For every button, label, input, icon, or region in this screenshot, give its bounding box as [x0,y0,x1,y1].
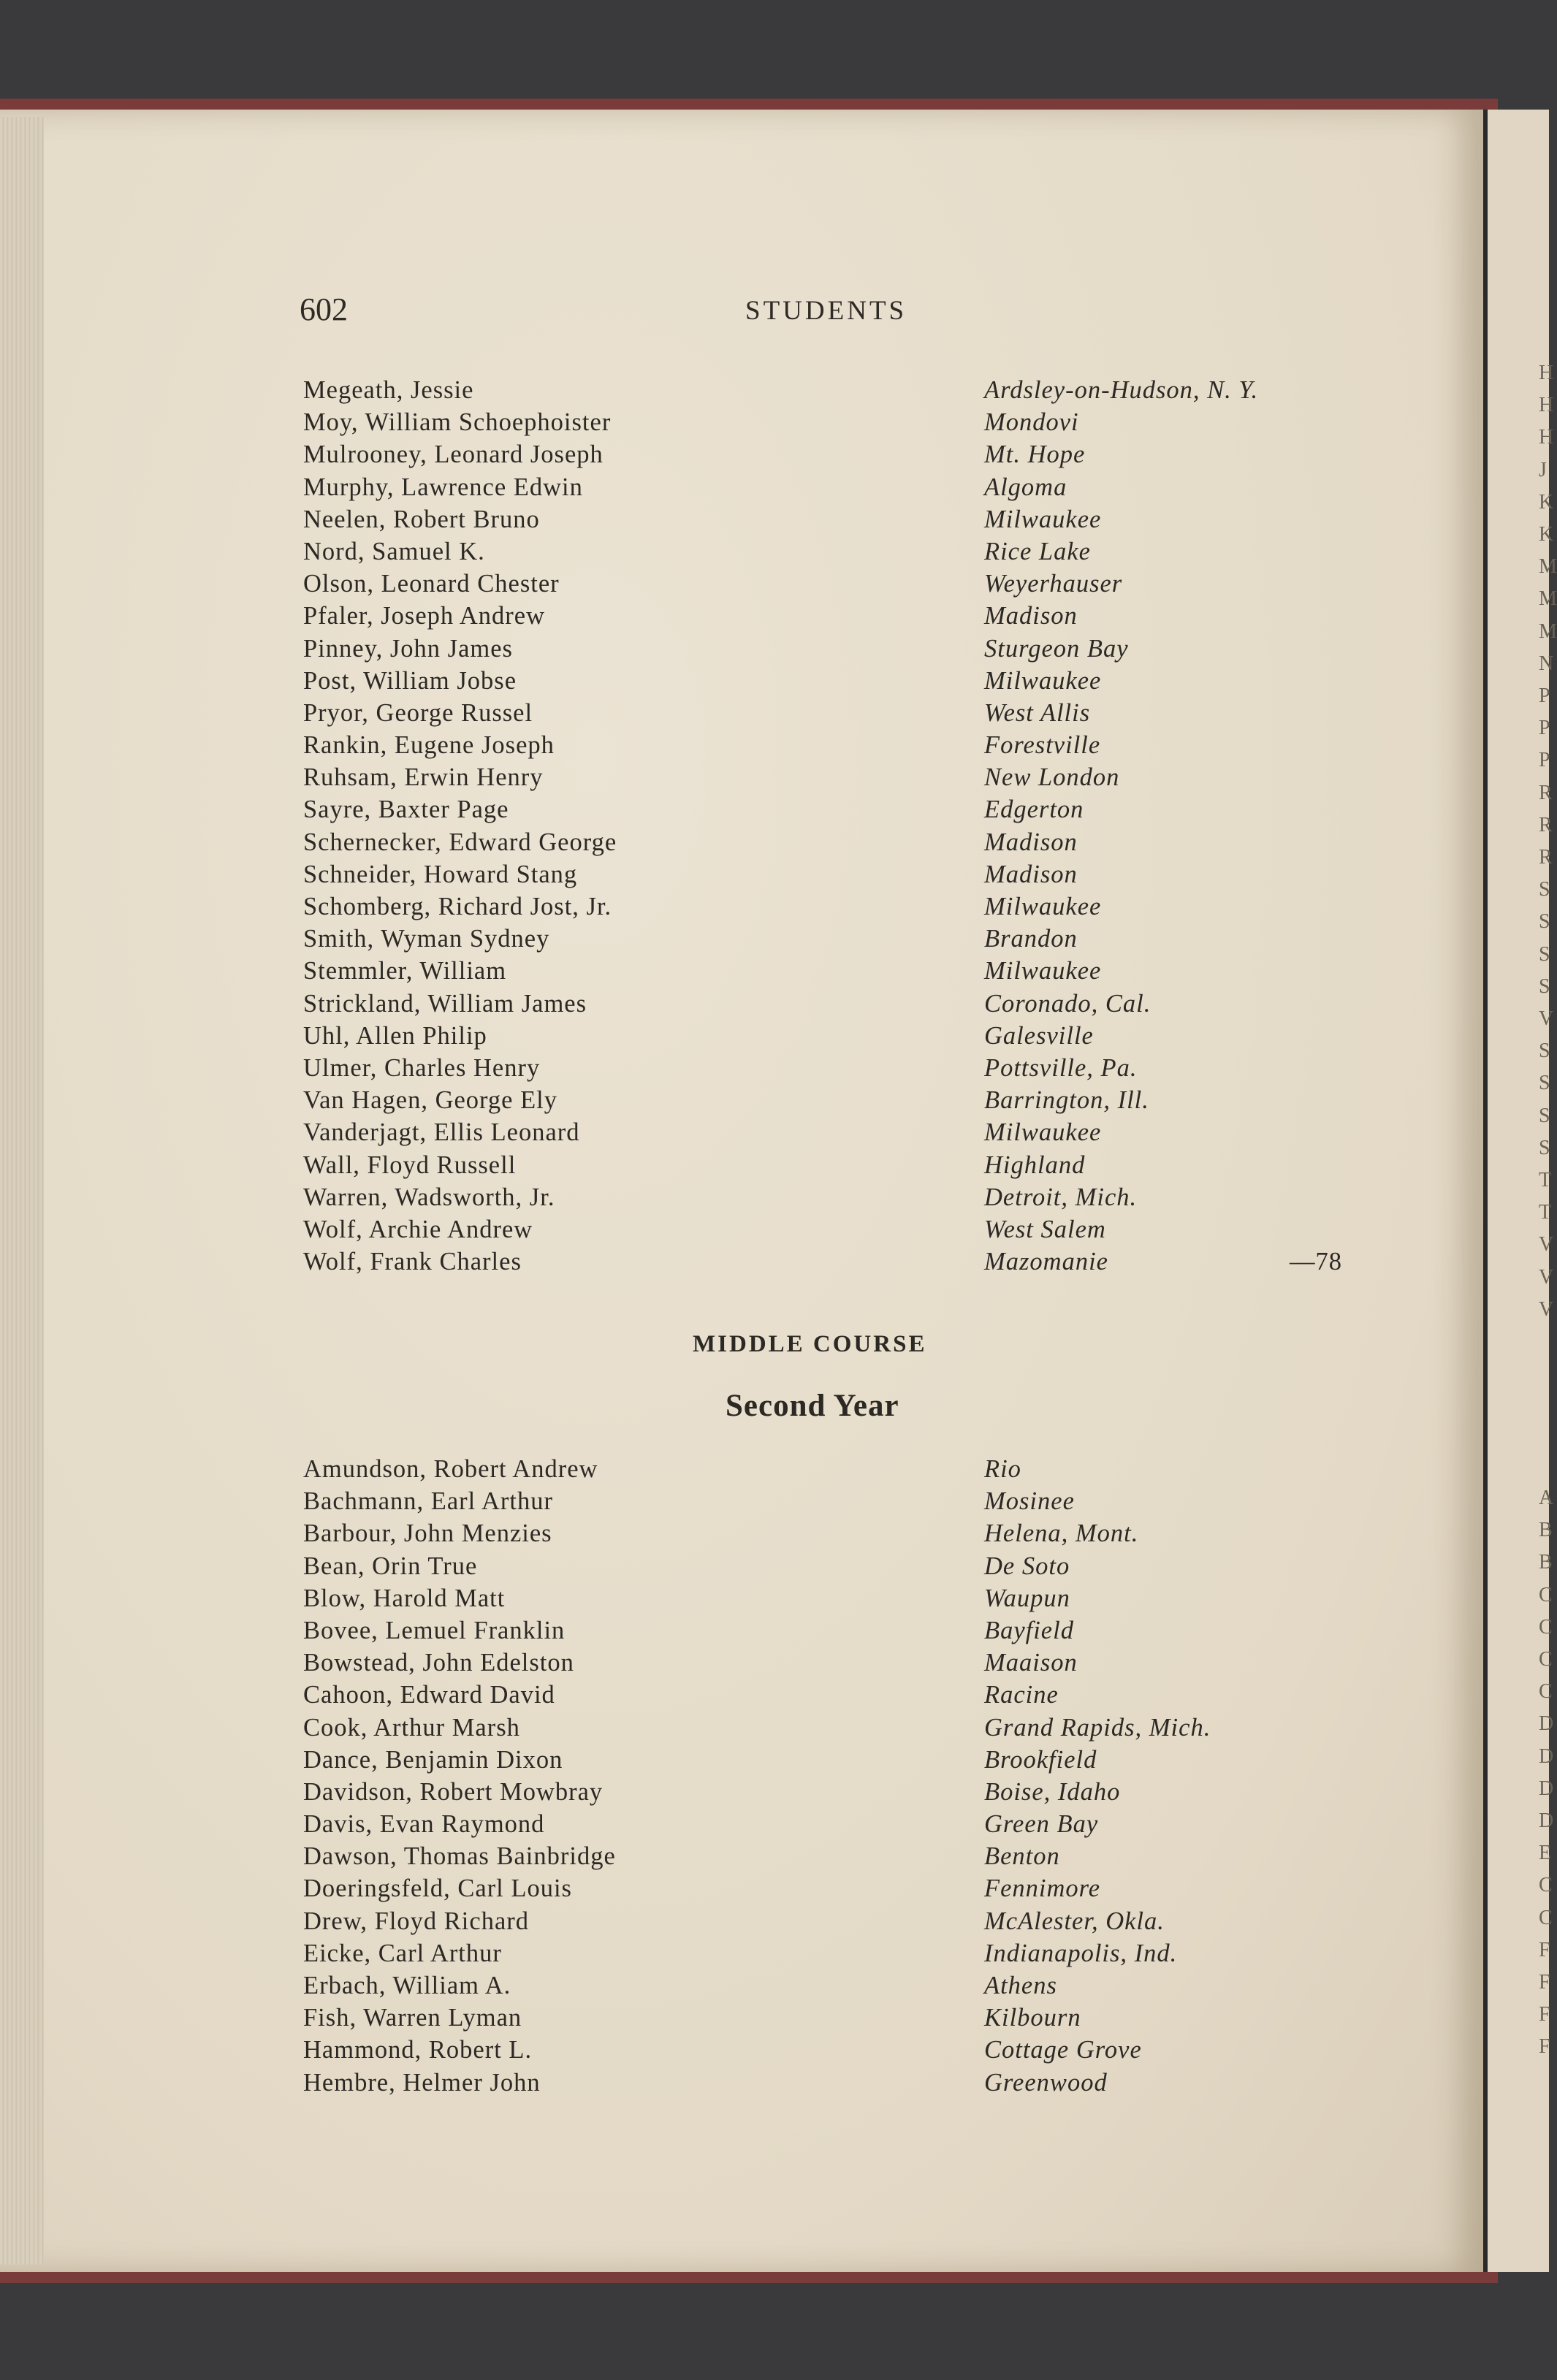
student-hometown: Benton [984,1842,1060,1871]
adjacent-page-letter: H [1539,394,1554,417]
student-name: Schneider, Howard Stang [303,860,578,888]
student-row [303,538,1385,570]
adjacent-page-letter: F [1539,1971,1550,1994]
student-row [303,1714,1385,1746]
student-name: Mulrooney, Leonard Joseph [303,440,604,469]
student-name: Megeath, Jessie [303,376,474,404]
student-name: Erbach, William A. [303,1972,511,1999]
adjacent-page-letter: S [1539,1072,1550,1095]
adjacent-page-letter: P [1539,749,1550,772]
student-hometown: Racine [984,1681,1059,1709]
adjacent-page-letter: H [1539,362,1554,384]
student-name: Schomberg, Richard Jost, Jr. [303,893,612,920]
student-name: Warren, Wadsworth, Jr. [303,1183,555,1211]
adjacent-page-letter: K [1539,490,1554,514]
student-name: Schernecker, Edward George [303,828,617,856]
student-row [303,376,1385,408]
adjacent-page-letter: R [1539,781,1553,804]
student-hometown: Barrington, Ill. [984,1086,1149,1115]
student-name: Blow, Harold Matt [303,1584,506,1612]
student-name: Pinney, John James [303,634,513,663]
adjacent-page-letter: B [1539,1551,1553,1574]
student-name: Murphy, Lawrence Edwin [303,473,583,501]
student-hometown: Madison [984,602,1078,630]
adjacent-page-letter: J [1539,458,1547,481]
student-row [303,1810,1385,1842]
adjacent-page-sliver [1483,110,1557,2272]
student-name: Moy, William Schoephoister [303,408,612,437]
student-name: Sayre, Baxter Page [303,796,509,824]
student-name: Davidson, Robert Mowbray [303,1777,604,1806]
student-hometown: Pottsville, Pa. [984,1053,1138,1082]
adjacent-page-letter: H [1539,426,1554,449]
student-row [303,893,1385,925]
page-stack-edge [0,117,44,2265]
student-hometown: Madison [984,828,1078,856]
adjacent-page-letter: C [1539,1874,1553,1897]
adjacent-page-letter: R [1539,813,1553,836]
student-row [303,1972,1385,2004]
student-row [303,1584,1385,1617]
student-name: Ulmer, Charles Henry [303,1053,541,1082]
adjacent-page-letter: S [1539,878,1550,901]
student-name: Bowstead, John Edelston [303,1649,574,1677]
student-name: Bachmann, Earl Arthur [303,1487,553,1516]
student-name: Stemmler, William [303,957,507,985]
student-row [303,473,1385,506]
student-hometown: McAlester, Okla. [984,1907,1165,1935]
student-name: Dance, Benjamin Dixon [303,1745,563,1774]
adjacent-page-letter: P [1539,684,1550,707]
adjacent-page-letter: E [1539,1842,1552,1865]
adjacent-page-letter: B [1539,1519,1553,1542]
student-name: Vanderjagt, Ellis Leonard [303,1118,580,1147]
student-row [303,1617,1385,1649]
student-hometown: Milwaukee [984,666,1102,695]
student-hometown: Milwaukee [984,957,1102,985]
student-name: Eicke, Carl Arthur [303,1939,502,1967]
student-row [303,1151,1385,1183]
student-hometown: Cottage Grove [984,2036,1142,2064]
student-hometown: Sturgeon Bay [984,634,1129,663]
class-total: —78 [1290,1248,1342,1276]
student-row [303,506,1385,538]
student-row [303,1649,1385,1681]
student-hometown: Mazomanie [984,1248,1108,1276]
adjacent-page-letter: M [1539,619,1557,643]
student-row [303,440,1385,473]
student-hometown: Mt. Hope [984,440,1086,469]
adjacent-page-letter: D [1539,1712,1554,1736]
student-name: Strickland, William James [303,989,587,1018]
student-hometown: Grand Rapids, Mich. [984,1713,1211,1742]
student-hometown: Mosinee [984,1487,1075,1516]
student-name: Nord, Samuel K. [303,537,485,565]
student-name: Uhl, Allen Philip [303,1021,487,1050]
adjacent-page-letter: D [1539,1809,1554,1832]
adjacent-page-letter: D [1539,1777,1554,1800]
student-name: Cook, Arthur Marsh [303,1713,520,1742]
adjacent-page-letter: C [1539,1583,1553,1606]
student-hometown: Boise, Idaho [984,1777,1121,1806]
adjacent-page-letter: N [1539,652,1554,675]
student-hometown: Helena, Mont. [984,1519,1139,1548]
adjacent-page-letter: S [1539,1104,1550,1127]
student-hometown: Milwaukee [984,1118,1102,1147]
student-name: Olson, Leonard Chester [303,570,560,598]
student-row [303,1940,1385,1972]
student-name: Barbour, John Menzies [303,1519,552,1548]
student-hometown: Brookfield [984,1745,1097,1774]
adjacent-page-letter: V [1539,1007,1554,1030]
student-hometown: Brandon [984,925,1078,953]
student-row [303,1487,1385,1519]
adjacent-page-letter: F [1539,2003,1550,2026]
student-row [303,570,1385,602]
student-name: Hammond, Robert L. [303,2036,533,2064]
student-hometown: Kilbourn [984,2004,1081,2032]
student-name: Davis, Evan Raymond [303,1810,545,1839]
student-hometown: Rio [984,1455,1021,1483]
student-hometown: New London [984,763,1120,792]
student-row [303,2004,1385,2036]
adjacent-page-letter: S [1539,910,1550,934]
student-name: Fish, Warren Lyman [303,2004,522,2032]
student-hometown: Coronado, Cal. [984,989,1151,1018]
student-row [303,1681,1385,1713]
student-hometown: Maaison [984,1649,1078,1677]
adjacent-page-letter: R [1539,846,1553,869]
adjacent-page-letter: M [1539,587,1557,611]
student-row [303,602,1385,634]
student-name: Drew, Floyd Richard [303,1907,529,1935]
adjacent-page-letter: S [1539,1040,1550,1063]
student-hometown: West Allis [984,698,1091,727]
student-name: Doeringsfeld, Carl Louis [303,1874,572,1903]
adjacent-page-letter: C [1539,1615,1553,1639]
student-name: Hembre, Helmer John [303,2068,541,2097]
adjacent-page-letter: F [1539,1938,1550,1961]
student-row [303,957,1385,989]
student-name: Amundson, Robert Andrew [303,1455,598,1483]
adjacent-page-letter: V [1539,1297,1554,1321]
student-name: Neelen, Robert Bruno [303,505,540,533]
student-row [303,1054,1385,1086]
section-heading: MIDDLE COURSE [693,1331,927,1357]
student-name: Dawson, Thomas Bainbridge [303,1842,616,1871]
student-hometown: Athens [984,1972,1057,1999]
student-name: Pfaler, Joseph Andrew [303,602,546,630]
student-row [303,1778,1385,1810]
student-row [303,635,1385,667]
student-row [303,408,1385,440]
student-hometown: West Salem [984,1215,1106,1243]
student-name: Wall, Floyd Russell [303,1151,517,1179]
student-row [303,1519,1385,1552]
student-name: Smith, Wyman Sydney [303,925,550,953]
adjacent-page-letter: T [1539,1169,1552,1191]
student-hometown: Waupun [984,1584,1070,1612]
student-hometown: Edgerton [984,796,1084,824]
student-row [303,699,1385,731]
student-row [303,1907,1385,1940]
adjacent-page-letter: V [1539,1265,1554,1289]
adjacent-page-letter: V [1539,1233,1554,1256]
adjacent-page-letter: C [1539,1648,1553,1671]
student-hometown: Greenwood [984,2068,1108,2097]
student-name: Post, William Jobse [303,666,517,695]
student-row [303,2036,1385,2068]
student-hometown: Madison [984,860,1078,888]
adjacent-page-letter: S [1539,974,1550,998]
student-hometown: Fennimore [984,1874,1101,1903]
adjacent-page-letter: K [1539,523,1554,546]
student-name: Bovee, Lemuel Franklin [303,1616,566,1644]
student-hometown: Green Bay [984,1810,1099,1839]
page-number: 602 [300,291,348,327]
student-row [303,731,1385,763]
student-name: Rankin, Eugene Joseph [303,731,555,760]
adjacent-page-letter: T [1539,1201,1552,1224]
student-row [303,763,1385,796]
page-title: STUDENTS [745,296,907,326]
student-row [303,2069,1385,2101]
adjacent-page-letter: A [1539,1487,1554,1509]
student-row [303,1118,1385,1151]
adjacent-page-letter: F [1539,2035,1550,2059]
student-name: Cahoon, Edward David [303,1681,555,1709]
student-row [303,796,1385,828]
student-hometown: Ardsley-on-Hudson, N. Y. [984,376,1259,404]
adjacent-page-letter: M [1539,555,1557,579]
student-name: Ruhsam, Erwin Henry [303,763,544,792]
student-name: Wolf, Frank Charles [303,1248,522,1276]
adjacent-page-letter: C [1539,1680,1553,1704]
student-row [303,1216,1385,1248]
adjacent-page-letter: P [1539,717,1550,740]
student-hometown: Rice Lake [984,537,1091,565]
student-row [303,1086,1385,1118]
running-head [300,291,1381,335]
student-row [303,925,1385,957]
student-row [303,1746,1385,1778]
adjacent-page-letter: S [1539,1136,1550,1159]
student-row [303,667,1385,699]
section-subheading: Second Year [726,1389,899,1423]
student-name: Van Hagen, George Ely [303,1086,558,1115]
student-row [303,1022,1385,1054]
student-row [303,1552,1385,1584]
student-row [303,1842,1385,1874]
student-hometown: Algoma [984,473,1067,501]
student-row [303,990,1385,1022]
student-row [303,1183,1385,1216]
student-hometown: Weyerhauser [984,570,1123,598]
student-row [303,1455,1385,1487]
student-row [303,1248,1385,1280]
student-hometown: Galesville [984,1021,1094,1050]
student-name: Bean, Orin True [303,1552,478,1580]
student-row [303,828,1385,861]
student-hometown: Bayfield [984,1616,1074,1644]
adjacent-page-letter: D [1539,1744,1554,1768]
student-row [303,1874,1385,1907]
adjacent-page-letter: S [1539,942,1550,966]
student-hometown: Indianapolis, Ind. [984,1939,1178,1967]
student-hometown: Highland [984,1151,1086,1179]
student-hometown: Mondovi [984,408,1079,437]
student-hometown: Forestville [984,731,1101,760]
student-name: Wolf, Archie Andrew [303,1215,533,1243]
student-row [303,861,1385,893]
student-hometown: Milwaukee [984,505,1102,533]
student-list-second-year [303,1455,1385,2101]
student-hometown: Milwaukee [984,893,1102,920]
student-list-top [303,376,1385,1280]
student-hometown: De Soto [984,1552,1070,1580]
student-name: Pryor, George Russel [303,698,533,727]
student-hometown: Detroit, Mich. [984,1183,1138,1211]
adjacent-page-letter: C [1539,1906,1553,1929]
